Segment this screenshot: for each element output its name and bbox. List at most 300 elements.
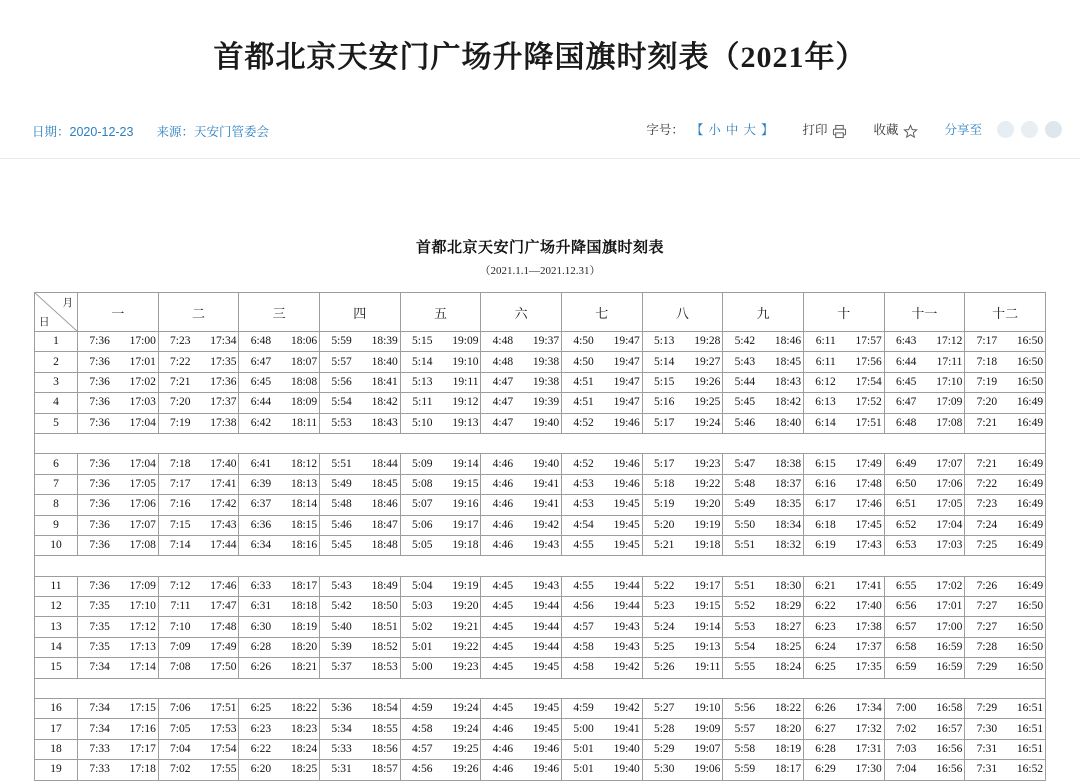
share-more-icon[interactable] xyxy=(1045,121,1062,138)
raise-time: 5:39 xyxy=(331,641,352,654)
raise-time: 5:51 xyxy=(734,539,756,552)
lower-time: 18:06 xyxy=(290,335,318,348)
raise-time: 5:37 xyxy=(331,661,352,674)
print-control[interactable] xyxy=(802,120,847,138)
lower-time: 17:41 xyxy=(210,477,237,490)
lower-time: 19:40 xyxy=(613,743,640,755)
raise-time: 7:29 xyxy=(976,661,998,674)
raise-time: 6:45 xyxy=(895,375,917,388)
time-cell xyxy=(78,372,159,392)
lower-time: 17:17 xyxy=(129,743,156,755)
time-cell xyxy=(803,454,884,474)
raise-time: 5:14 xyxy=(412,355,433,368)
raise-time: 6:51 xyxy=(895,498,917,511)
time-cell xyxy=(400,352,481,372)
lower-time: 19:10 xyxy=(452,355,479,368)
fontsize-label: 字号： xyxy=(646,123,684,137)
table-row xyxy=(35,719,1046,739)
lower-time: 19:24 xyxy=(452,702,479,715)
time-cell xyxy=(561,719,642,739)
lower-time: 17:38 xyxy=(210,416,237,429)
raise-time: 7:21 xyxy=(170,375,191,388)
time-cell xyxy=(78,617,159,637)
time-cell xyxy=(481,495,562,515)
day-cell: 13 xyxy=(35,617,78,637)
raise-time: 6:39 xyxy=(250,477,272,490)
table-row xyxy=(35,393,1046,413)
raise-time: 5:01 xyxy=(573,743,594,755)
time-cell xyxy=(319,760,400,780)
raise-time: 4:46 xyxy=(492,539,514,552)
raise-time: 5:08 xyxy=(412,477,433,490)
favorite-label: 收藏 xyxy=(873,123,899,137)
time-cell xyxy=(723,739,804,759)
table-row xyxy=(35,495,1046,515)
day-cell: 1 xyxy=(35,332,78,352)
month-header-10: 十 xyxy=(803,293,884,332)
lower-time: 18:34 xyxy=(774,518,802,531)
fontsize-small[interactable]: 小 xyxy=(708,123,722,137)
raise-time: 6:47 xyxy=(250,355,272,368)
time-cell xyxy=(319,719,400,739)
fontsize-medium[interactable]: 中 xyxy=(725,123,740,137)
raise-time: 4:46 xyxy=(492,477,514,490)
raise-time: 7:36 xyxy=(89,396,110,409)
share-label: 分享至 xyxy=(944,123,982,137)
table-group-spacer xyxy=(35,556,1046,576)
raise-time: 7:04 xyxy=(895,763,917,776)
raise-time: 4:58 xyxy=(412,722,433,735)
time-cell xyxy=(803,637,884,657)
raise-time: 7:14 xyxy=(170,539,191,552)
raise-time: 5:40 xyxy=(331,620,352,633)
lower-time: 19:13 xyxy=(694,641,721,654)
table-row xyxy=(35,739,1046,759)
lower-time: 19:47 xyxy=(613,355,640,368)
lower-time: 16:49 xyxy=(1016,396,1044,409)
raise-time: 5:54 xyxy=(734,641,756,654)
table-group-spacer-cell xyxy=(35,556,1046,576)
time-cell xyxy=(803,474,884,494)
raise-time: 5:13 xyxy=(412,375,433,388)
raise-time: 6:37 xyxy=(250,498,272,511)
time-cell xyxy=(884,535,965,555)
lower-time: 17:36 xyxy=(210,375,237,388)
lower-time: 18:52 xyxy=(371,641,398,654)
month-header-2: 二 xyxy=(158,293,239,332)
raise-time: 7:28 xyxy=(976,641,998,654)
lower-time: 18:39 xyxy=(371,335,398,348)
raise-time: 7:00 xyxy=(895,702,917,715)
table-group-spacer xyxy=(35,678,1046,698)
lower-time: 18:46 xyxy=(774,335,802,348)
time-cell xyxy=(642,597,723,617)
time-cell xyxy=(239,760,320,780)
time-cell xyxy=(481,474,562,494)
raise-time: 6:42 xyxy=(250,416,272,429)
lower-time: 19:38 xyxy=(532,375,560,388)
time-cell xyxy=(723,760,804,780)
time-cell xyxy=(965,739,1046,759)
raise-time: 6:25 xyxy=(815,661,836,674)
table-row xyxy=(35,760,1046,780)
time-cell xyxy=(803,413,884,433)
time-cell xyxy=(239,413,320,433)
time-cell xyxy=(803,535,884,555)
time-cell xyxy=(158,658,239,678)
raise-time: 5:20 xyxy=(653,518,675,531)
table-group-spacer xyxy=(35,433,1046,453)
lower-time: 18:42 xyxy=(371,396,398,409)
lower-time: 16:56 xyxy=(936,743,963,755)
raise-time: 6:11 xyxy=(815,335,836,348)
raise-time: 7:36 xyxy=(89,416,110,429)
lower-time: 19:18 xyxy=(694,539,721,552)
raise-time: 5:47 xyxy=(734,457,756,470)
lower-time: 19:43 xyxy=(613,620,640,633)
time-cell xyxy=(400,413,481,433)
raise-time: 5:56 xyxy=(331,375,352,388)
raise-time: 7:17 xyxy=(170,477,191,490)
raise-time: 7:29 xyxy=(976,702,998,715)
day-cell: 3 xyxy=(35,372,78,392)
lower-time: 18:20 xyxy=(774,722,802,735)
raise-time: 4:47 xyxy=(492,396,514,409)
raise-time: 7:36 xyxy=(89,335,110,348)
raise-time: 6:59 xyxy=(895,661,917,674)
raise-time: 6:13 xyxy=(815,396,836,409)
day-cell: 11 xyxy=(35,576,78,596)
day-cell: 5 xyxy=(35,413,78,433)
page-title: 首都北京天安门广场升降国旗时刻表（2021年） xyxy=(213,41,867,74)
lower-time: 17:37 xyxy=(855,641,882,654)
lower-time: 19:25 xyxy=(694,396,721,409)
lower-time: 17:06 xyxy=(936,477,963,490)
raise-time: 4:50 xyxy=(573,335,594,348)
month-header-6: 六 xyxy=(481,293,562,332)
raise-time: 7:21 xyxy=(976,416,998,429)
print-label: 打印 xyxy=(802,123,828,137)
lower-time: 18:25 xyxy=(774,641,802,654)
time-cell xyxy=(965,597,1046,617)
time-cell xyxy=(884,617,965,637)
lower-time: 18:15 xyxy=(290,518,318,531)
table-row xyxy=(35,699,1046,719)
lower-time: 18:12 xyxy=(290,457,318,470)
time-cell xyxy=(239,658,320,678)
raise-time: 5:50 xyxy=(734,518,756,531)
time-cell xyxy=(803,617,884,637)
lower-time: 19:43 xyxy=(613,641,640,654)
share-weibo-icon[interactable] xyxy=(1021,121,1038,138)
lower-time: 17:11 xyxy=(936,355,963,368)
raise-time: 5:17 xyxy=(653,457,675,470)
time-cell xyxy=(561,576,642,596)
time-cell xyxy=(561,352,642,372)
time-cell xyxy=(642,617,723,637)
time-cell xyxy=(78,454,159,474)
lower-time: 17:03 xyxy=(129,396,156,409)
raise-time: 7:36 xyxy=(89,355,110,368)
time-cell xyxy=(723,535,804,555)
time-cell xyxy=(642,576,723,596)
time-cell xyxy=(239,474,320,494)
raise-time: 5:48 xyxy=(331,498,352,511)
lower-time: 18:25 xyxy=(290,763,318,776)
time-cell xyxy=(400,760,481,780)
raise-time: 5:53 xyxy=(331,416,352,429)
lower-time: 17:35 xyxy=(855,661,882,674)
lower-time: 19:16 xyxy=(452,498,479,511)
lower-time: 18:57 xyxy=(371,763,398,776)
raise-time: 7:34 xyxy=(89,661,110,674)
meta-right-tools xyxy=(620,120,1062,138)
time-cell xyxy=(723,699,804,719)
time-cell xyxy=(158,413,239,433)
lower-time: 19:47 xyxy=(613,396,640,409)
lower-time: 18:32 xyxy=(774,539,802,552)
lower-time: 19:17 xyxy=(694,579,721,592)
raise-time: 7:36 xyxy=(89,375,110,388)
lower-time: 17:09 xyxy=(936,396,963,409)
time-cell xyxy=(884,474,965,494)
raise-time: 6:45 xyxy=(250,375,272,388)
print-icon[interactable] xyxy=(832,124,847,139)
raise-time: 4:58 xyxy=(573,641,594,654)
lower-time: 18:17 xyxy=(290,579,318,592)
time-cell xyxy=(319,413,400,433)
raise-time: 5:10 xyxy=(412,416,433,429)
raise-time: 5:59 xyxy=(734,763,756,776)
raise-time: 4:55 xyxy=(573,579,594,592)
raise-time: 7:05 xyxy=(170,722,191,735)
table-title: 首都北京天安门广场升降国旗时刻表 xyxy=(415,240,664,256)
time-cell xyxy=(78,699,159,719)
lower-time: 19:25 xyxy=(452,743,479,755)
time-cell xyxy=(319,617,400,637)
month-header-5: 五 xyxy=(400,293,481,332)
source-value[interactable]: 天安门管委会 xyxy=(193,125,269,139)
raise-time: 4:58 xyxy=(573,661,594,674)
lower-time: 19:43 xyxy=(532,579,560,592)
time-cell xyxy=(239,515,320,535)
lower-time: 16:56 xyxy=(936,763,963,776)
raise-time: 6:31 xyxy=(250,600,272,613)
lower-time: 19:26 xyxy=(452,763,479,776)
raise-time: 7:02 xyxy=(170,763,191,776)
time-cell xyxy=(158,495,239,515)
lower-time: 18:27 xyxy=(774,620,802,633)
table-header-row xyxy=(35,293,1046,332)
lower-time: 18:20 xyxy=(290,641,318,654)
raise-time: 5:49 xyxy=(331,477,352,490)
raise-time: 5:57 xyxy=(331,355,352,368)
time-cell xyxy=(561,495,642,515)
raise-time: 7:36 xyxy=(89,457,110,470)
table-row xyxy=(35,515,1046,535)
lower-time: 17:46 xyxy=(210,579,237,592)
day-cell: 19 xyxy=(35,760,78,780)
star-icon[interactable] xyxy=(903,124,918,139)
time-cell xyxy=(642,393,723,413)
time-cell xyxy=(158,515,239,535)
lower-time: 19:46 xyxy=(532,763,560,776)
table-row xyxy=(35,474,1046,494)
lower-time: 17:30 xyxy=(855,763,882,776)
raise-time: 4:45 xyxy=(492,641,514,654)
raise-time: 6:19 xyxy=(815,539,836,552)
lower-time: 19:42 xyxy=(613,661,640,674)
raise-time: 5:06 xyxy=(412,518,433,531)
lower-time: 17:00 xyxy=(129,335,156,348)
lower-time: 17:38 xyxy=(855,620,882,633)
time-cell xyxy=(158,454,239,474)
raise-time: 6:14 xyxy=(815,416,836,429)
lower-time: 17:40 xyxy=(210,457,237,470)
lower-time: 17:48 xyxy=(210,620,237,633)
lower-time: 16:59 xyxy=(936,641,963,654)
corner-header-cell xyxy=(35,293,78,332)
fontsize-large[interactable]: 大 xyxy=(743,123,757,137)
lower-time: 19:47 xyxy=(613,335,640,348)
raise-time: 4:46 xyxy=(492,722,514,735)
raise-time: 7:25 xyxy=(976,539,998,552)
raise-time: 4:45 xyxy=(492,620,514,633)
raise-time: 5:31 xyxy=(331,763,352,776)
raise-time: 7:02 xyxy=(895,722,917,735)
time-cell xyxy=(400,637,481,657)
lower-time: 18:09 xyxy=(290,396,318,409)
raise-time: 5:18 xyxy=(653,477,675,490)
month-header-12: 十二 xyxy=(965,293,1046,332)
raise-time: 5:33 xyxy=(331,743,352,755)
lower-time: 19:44 xyxy=(613,600,640,613)
time-cell xyxy=(400,393,481,413)
share-control xyxy=(944,120,1062,138)
time-cell xyxy=(319,454,400,474)
lower-time: 19:27 xyxy=(694,355,721,368)
lower-time: 18:19 xyxy=(290,620,318,633)
lower-time: 18:17 xyxy=(774,763,802,776)
lower-time: 19:19 xyxy=(694,518,721,531)
raise-time: 4:46 xyxy=(492,457,514,470)
time-cell xyxy=(78,658,159,678)
time-cell xyxy=(400,658,481,678)
raise-time: 7:15 xyxy=(170,518,191,531)
time-cell xyxy=(884,372,965,392)
time-cell xyxy=(642,332,723,352)
month-header-9: 九 xyxy=(723,293,804,332)
lower-time: 19:07 xyxy=(694,743,721,755)
lower-time: 19:09 xyxy=(452,335,479,348)
lower-time: 18:07 xyxy=(290,355,318,368)
lower-time: 18:48 xyxy=(371,539,398,552)
lower-time: 17:00 xyxy=(936,620,963,633)
time-cell xyxy=(481,535,562,555)
lower-time: 18:08 xyxy=(290,375,318,388)
time-cell xyxy=(319,474,400,494)
lower-time: 17:49 xyxy=(855,457,882,470)
raise-time: 5:45 xyxy=(734,396,756,409)
time-cell xyxy=(319,352,400,372)
raise-time: 5:30 xyxy=(653,763,675,776)
lower-time: 16:50 xyxy=(1016,600,1044,613)
raise-time: 7:03 xyxy=(895,743,917,755)
time-cell xyxy=(78,413,159,433)
raise-time: 6:49 xyxy=(895,457,917,470)
lower-time: 19:19 xyxy=(452,579,479,592)
lower-time: 18:47 xyxy=(371,518,398,531)
lower-time: 17:05 xyxy=(129,477,156,490)
raise-time: 5:02 xyxy=(412,620,433,633)
raise-time: 4:54 xyxy=(573,518,594,531)
time-cell xyxy=(481,719,562,739)
time-cell xyxy=(723,597,804,617)
raise-time: 7:34 xyxy=(89,722,110,735)
time-cell xyxy=(561,413,642,433)
time-cell xyxy=(642,535,723,555)
lower-time: 19:41 xyxy=(532,498,560,511)
time-cell xyxy=(239,352,320,372)
time-cell xyxy=(239,637,320,657)
raise-time: 7:22 xyxy=(170,355,191,368)
raise-time: 6:48 xyxy=(250,335,272,348)
time-cell xyxy=(965,576,1046,596)
lower-time: 18:13 xyxy=(290,477,318,490)
favorite-control[interactable] xyxy=(873,120,918,138)
lower-time: 17:10 xyxy=(936,375,963,388)
time-cell xyxy=(561,760,642,780)
time-cell xyxy=(319,658,400,678)
share-wechat-icon[interactable] xyxy=(997,121,1014,138)
raise-time: 6:17 xyxy=(815,498,836,511)
day-cell: 14 xyxy=(35,637,78,657)
time-cell xyxy=(642,474,723,494)
lower-time: 17:53 xyxy=(210,722,237,735)
lower-time: 19:46 xyxy=(613,477,640,490)
raise-time: 6:22 xyxy=(815,600,836,613)
lower-time: 17:44 xyxy=(210,539,237,552)
time-cell xyxy=(965,637,1046,657)
day-cell: 10 xyxy=(35,535,78,555)
table-row xyxy=(35,535,1046,555)
raise-time: 7:20 xyxy=(976,396,998,409)
time-cell xyxy=(723,454,804,474)
raise-time: 6:55 xyxy=(895,579,917,592)
time-cell xyxy=(884,393,965,413)
raise-time: 7:18 xyxy=(170,457,191,470)
raise-time: 5:53 xyxy=(734,620,756,633)
lower-time: 17:48 xyxy=(855,477,882,490)
raise-time: 5:42 xyxy=(331,600,352,613)
raise-time: 5:25 xyxy=(653,641,675,654)
day-cell: 7 xyxy=(35,474,78,494)
raise-time: 6:15 xyxy=(815,457,836,470)
raise-time: 7:31 xyxy=(976,743,998,755)
raise-time: 7:30 xyxy=(976,722,998,735)
lower-time: 19:24 xyxy=(452,722,479,735)
lower-time: 19:40 xyxy=(532,457,560,470)
lower-time: 18:21 xyxy=(290,661,318,674)
lower-time: 18:24 xyxy=(774,661,802,674)
raise-time: 6:16 xyxy=(815,477,836,490)
raise-time: 7:18 xyxy=(976,355,998,368)
time-cell xyxy=(158,474,239,494)
table-row xyxy=(35,332,1046,352)
lower-time: 17:18 xyxy=(129,763,156,776)
raise-time: 4:56 xyxy=(573,600,594,613)
raise-time: 7:35 xyxy=(89,641,110,654)
